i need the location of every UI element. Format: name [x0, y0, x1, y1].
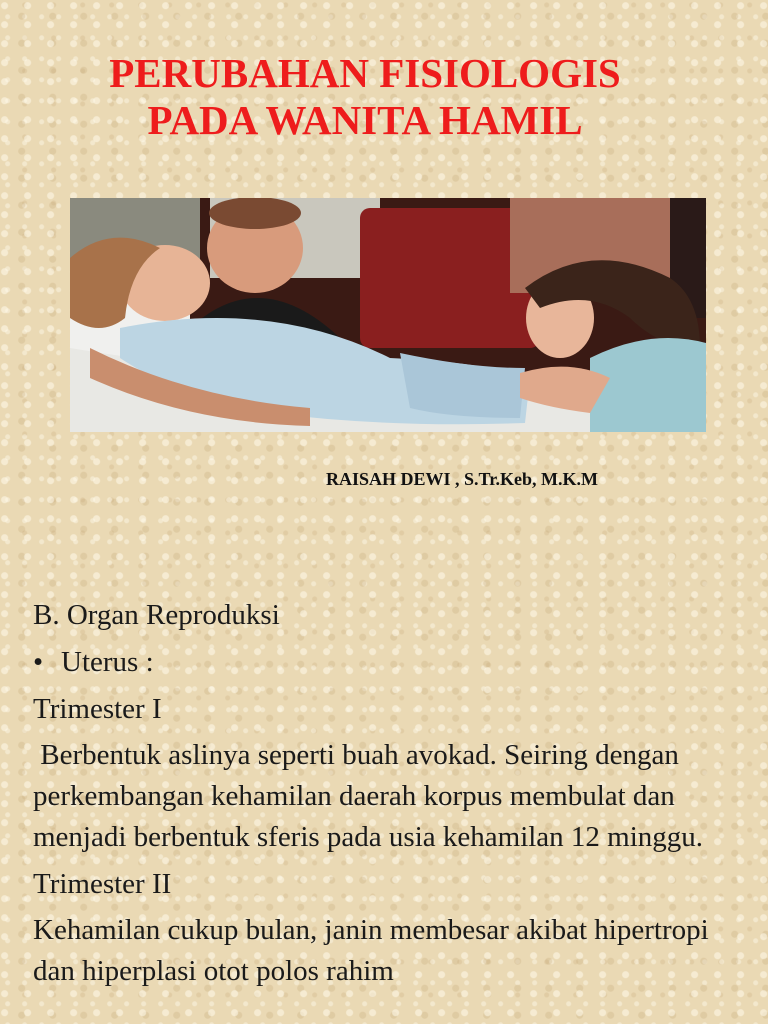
title-line-1: PERUBAHAN FISIOLOGIS — [109, 50, 621, 96]
content-slide — [0, 512, 768, 1024]
slide-title — [0, 50, 730, 144]
slide-body — [33, 594, 733, 997]
bullet-icon: • — [33, 646, 44, 678]
trimester-2-label: Trimester II — [33, 868, 172, 900]
section-heading: B. Organ Reproduksi — [33, 599, 280, 631]
trimester-1-label: Trimester I — [33, 693, 162, 725]
trimester-2-text: Kehamilan cukup bulan, janin membesar akibat hipertropi dan hiperplasi otot polos rahim — [33, 914, 709, 987]
bullet-item-label: Uterus : — [61, 646, 154, 678]
title-line-2: PADA WANITA HAMIL — [147, 97, 583, 143]
trimester-1-text: Berbentuk aslinya seperti buah avokad. Seiring dengan perkembangan kehamilan daerah korpus membulat dan menjadi berbentuk sferis pada usia kehamilan 12 minggu. — [33, 739, 704, 853]
bullet-item-uterus — [33, 641, 733, 683]
pregnant-woman-photo — [70, 198, 706, 432]
author-name: RAISAH DEWI , S.Tr.Keb, M.K.M — [326, 469, 599, 489]
